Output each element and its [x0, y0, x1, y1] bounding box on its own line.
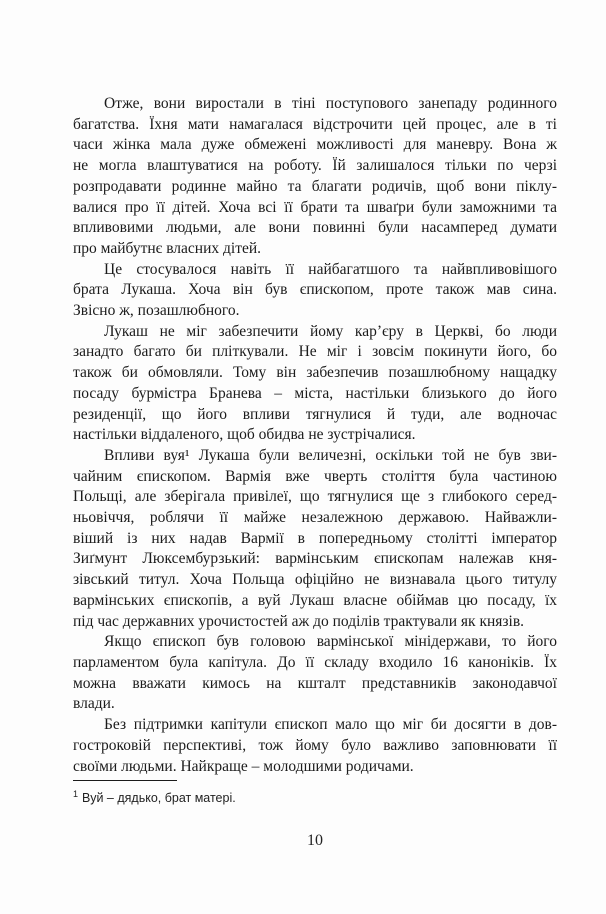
text-line: посаду бурмістра Бранева – міста, настільки близького до його [73, 384, 557, 402]
text-line: влади. [73, 695, 115, 713]
text-line: настільки віддаленого, щоб обидва не зустрічалися. [73, 426, 416, 444]
text-line: можна вважати кимось на кшталт представників законодавчої [73, 674, 557, 692]
text-line: Якщо єпископ був головою вармінської мінідержави, то його [104, 633, 557, 651]
text-line: Отже, вони виростали в тіні поступового занепаду родинного [104, 95, 557, 112]
text-line: своїми людьми. Найкраще – молодшими родичами. [73, 757, 414, 775]
text-line: ньовіччя, роблячи її майже незалежною державою. Найважли- [73, 509, 557, 527]
text-line: парламентом була капітула. До її складу входило 16 каноніків. Їх [73, 653, 557, 671]
page-body-text [73, 94, 557, 777]
text-line: чайним єпископом. Вармія вже чверть століття була частиною [73, 467, 557, 485]
text-line: також би обмовляли. Тому він забезпечив позашлюбному нащадку [73, 364, 557, 382]
text-line: багатства. Їхня мати намагалася відстрочити цей процес, але в ті [73, 115, 557, 133]
text-line: впливовими людьми, але вони повинні були насамперед думати [73, 219, 557, 237]
text-line: Це стосувалося навіть її найбагатшого та найвпливовішого [104, 260, 557, 278]
paragraph [73, 715, 557, 777]
paragraph [73, 446, 557, 632]
footnote [73, 786, 557, 807]
text-line: Лукаш не міг забезпечити йому кар’єру в Церкві, бо люди [104, 322, 557, 340]
paragraph [73, 94, 557, 260]
text-line: Польщі, але зберігала привілеї, що тягнулися ще з глибокого серед- [73, 488, 557, 506]
text-line: валися про її дітей. Хоча всі її брати та шваґри були заможними та [73, 198, 557, 216]
text-line: занадто багато би пліткували. Не міг і зовсім покинути його, бо [73, 343, 557, 361]
text-line: брата Лукаша. Хоча він був єпископом, проте також мав сина. [73, 281, 557, 299]
text-line: гостроковій перспективі, тож йому було важливо заповнювати її [73, 736, 557, 754]
page-number: 10 [307, 832, 323, 849]
footnote-marker: 1 [73, 789, 79, 799]
text-line: про майбутнє власних дітей. [73, 239, 262, 257]
text-line: віший із них надав Вармії в попередньому столітті імператор [73, 529, 557, 547]
text-line: Впливи вуя¹ Лукаша були величезні, оскільки той не був зви- [104, 446, 557, 464]
paragraph [73, 260, 557, 322]
paragraph [73, 632, 557, 715]
footnote-text: Вуй – дядько, брат матері. [82, 791, 236, 806]
text-line: Без підтримки капітули єпископ мало що міг би досягти в дов- [104, 716, 557, 734]
text-line: під час державних урочистостей аж до поділів трактували як князів. [73, 612, 525, 630]
text-line: часи жінка мала дуже обмежені можливості для маневру. Вона ж [73, 136, 557, 154]
text-line: Звісно ж, позашлюбного. [73, 302, 240, 320]
text-line: резиденції, що його впливи тягнулися й туди, але водночас [73, 405, 557, 423]
text-line: зівський титул. Хоча Польща офіційно не визнавала цього титулу [73, 571, 557, 589]
footnote-separator [73, 780, 177, 781]
text-line: розпродавати родинне майно та благати родичів, щоб вони піклу- [73, 177, 557, 195]
text-line: не могла влаштуватися на роботу. Їй залишалося тільки по черзі [73, 157, 557, 175]
text-line: вармінських єпископів, а вуй Лукаш власне обіймав цю посаду, їх [73, 591, 557, 609]
text-line: Зиґмунт Люксембурзький: вармінським єпископам належав кня- [73, 550, 557, 568]
paragraph [73, 322, 557, 446]
